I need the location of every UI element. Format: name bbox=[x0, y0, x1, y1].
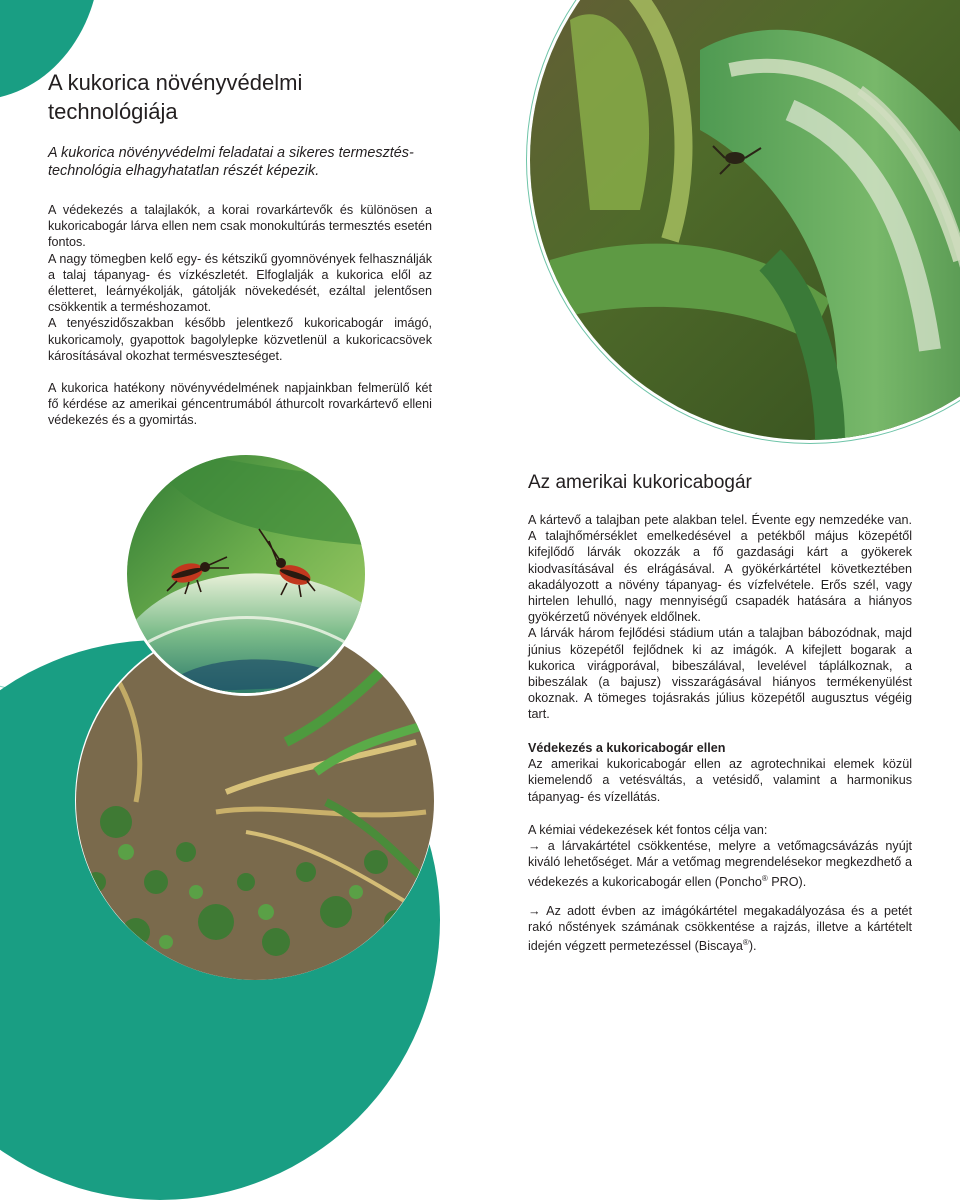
arrow-right-icon: → bbox=[528, 904, 541, 918]
defense-section bbox=[528, 740, 912, 805]
section-title: Az amerikai kukoricabogár bbox=[528, 472, 752, 493]
chem-item-2-text: Az adott évben az imágókártétel megakadályozása és a petét rakó nőstények számának csökkentése a rajzás, illetve a kártételt idején végzett permetezéssel (Biscaya bbox=[528, 904, 912, 954]
intro-paragraph: A nagy tömegben kelő egy- és kétszikű gyomnövények felhasználják a talaj tápanyag- és vízkészletét. Elfoglalják a kukorica elől az életteret, leárnyékolják, gátolják növekedését, ezáltal jelentősen csökkentik a terméshozamot. bbox=[48, 251, 432, 315]
intro-paragraph: A védekezés a talajlakók, a korai rovarkártevők és különösen a kukoricabogár lárva ellen nem csak monokultúrás termesztés esetén fontos. bbox=[48, 203, 432, 250]
page-title-line-2: technológiája bbox=[48, 99, 178, 124]
intro-lead: A kukorica növényvédelmi feladatai a sikeres termesztés-technológia elhagyhatatlan részét képezik. bbox=[48, 145, 414, 179]
page-title bbox=[48, 68, 468, 126]
chem-item-1-text: a lárvakártétel csökkentése, melyre a vetőmagcsávázás nyújt kiváló lehetőséget. Már a vetőmag megrendelésekor megkezdhető a védekezés a kukoricabogár ellen (Poncho bbox=[528, 839, 913, 889]
beetle-description bbox=[528, 512, 912, 723]
beetle-paragraph: A kártevő a talajban pete alakban telel. Évente egy nemzedéke van. A talajhőmérséklet emelkedésével a petékből május közepétől kifejlődő lárvák okozzák a fő gazdasági kárt a gyökerek kiodvasításával és elrágásával. A gyökérkártétel következtében akadályozott a növény tápanyag- és vízfelvétele. Erős szél, vagy hirtelen lehulló, nagy mennyiségű csapadék hatására a hiányos gyökérzetű növények eldőlnek. bbox=[528, 513, 912, 625]
intro-paragraphs bbox=[48, 202, 432, 364]
intro-paragraph: A tenyészidőszakban később jelentkező kukoricabogár imágó, kukoricamoly, gyapottok bagolylepke közvetlenül a kukoricacsövek károsításával okozhat termésveszteséget. bbox=[48, 316, 432, 363]
arrow-right-icon: → bbox=[528, 839, 541, 854]
registered-mark: ® bbox=[742, 938, 749, 948]
registered-mark: ® bbox=[761, 873, 768, 883]
chem-intro: A kémiai védekezések két fontos célja van: bbox=[528, 823, 768, 837]
defense-paragraph: Az amerikai kukoricabogár ellen az agrotechnikai elemek közül kiemelendő a vetésváltás, a vetésidő, valamint a harmonikus tápanyag- és vízellátás. bbox=[528, 757, 912, 804]
defense-heading: Védekezés a kukoricabogár ellen bbox=[528, 741, 726, 755]
beetle-paragraph: A lárvák három fejlődési stádium után a talajban bábozódnak, majd június közepétől fejlődnek ki az imágók. A kifejlett bogarak a kukorica virágporával, bibeszálával, levelével táplálkoznak, a bibeszálak (a bajusz) visszarágásával hiányos termékenyülést okoznak. A tömeges tojásrakás július közepétől augusztus végéig tart. bbox=[528, 626, 912, 722]
chem-item-1 bbox=[528, 838, 912, 890]
corn-rootworm-beetles-photo bbox=[127, 455, 365, 693]
chemical-defense bbox=[528, 822, 912, 890]
chem-item-1-end: PRO). bbox=[767, 874, 807, 889]
chem-item-2 bbox=[528, 903, 912, 955]
intro-paragraph-summary: A kukorica hatékony növényvédelmének napjainkban felmerülő két fő kérdése az amerikai géncentrumából áthurcolt rovarkártevő elleni védekezés és a gyomirtás. bbox=[48, 381, 432, 428]
page-title-line-1: A kukorica növényvédelmi bbox=[48, 70, 303, 95]
chem-item-2-end: ). bbox=[748, 939, 757, 954]
corn-leaf-damage-photo bbox=[530, 0, 960, 440]
